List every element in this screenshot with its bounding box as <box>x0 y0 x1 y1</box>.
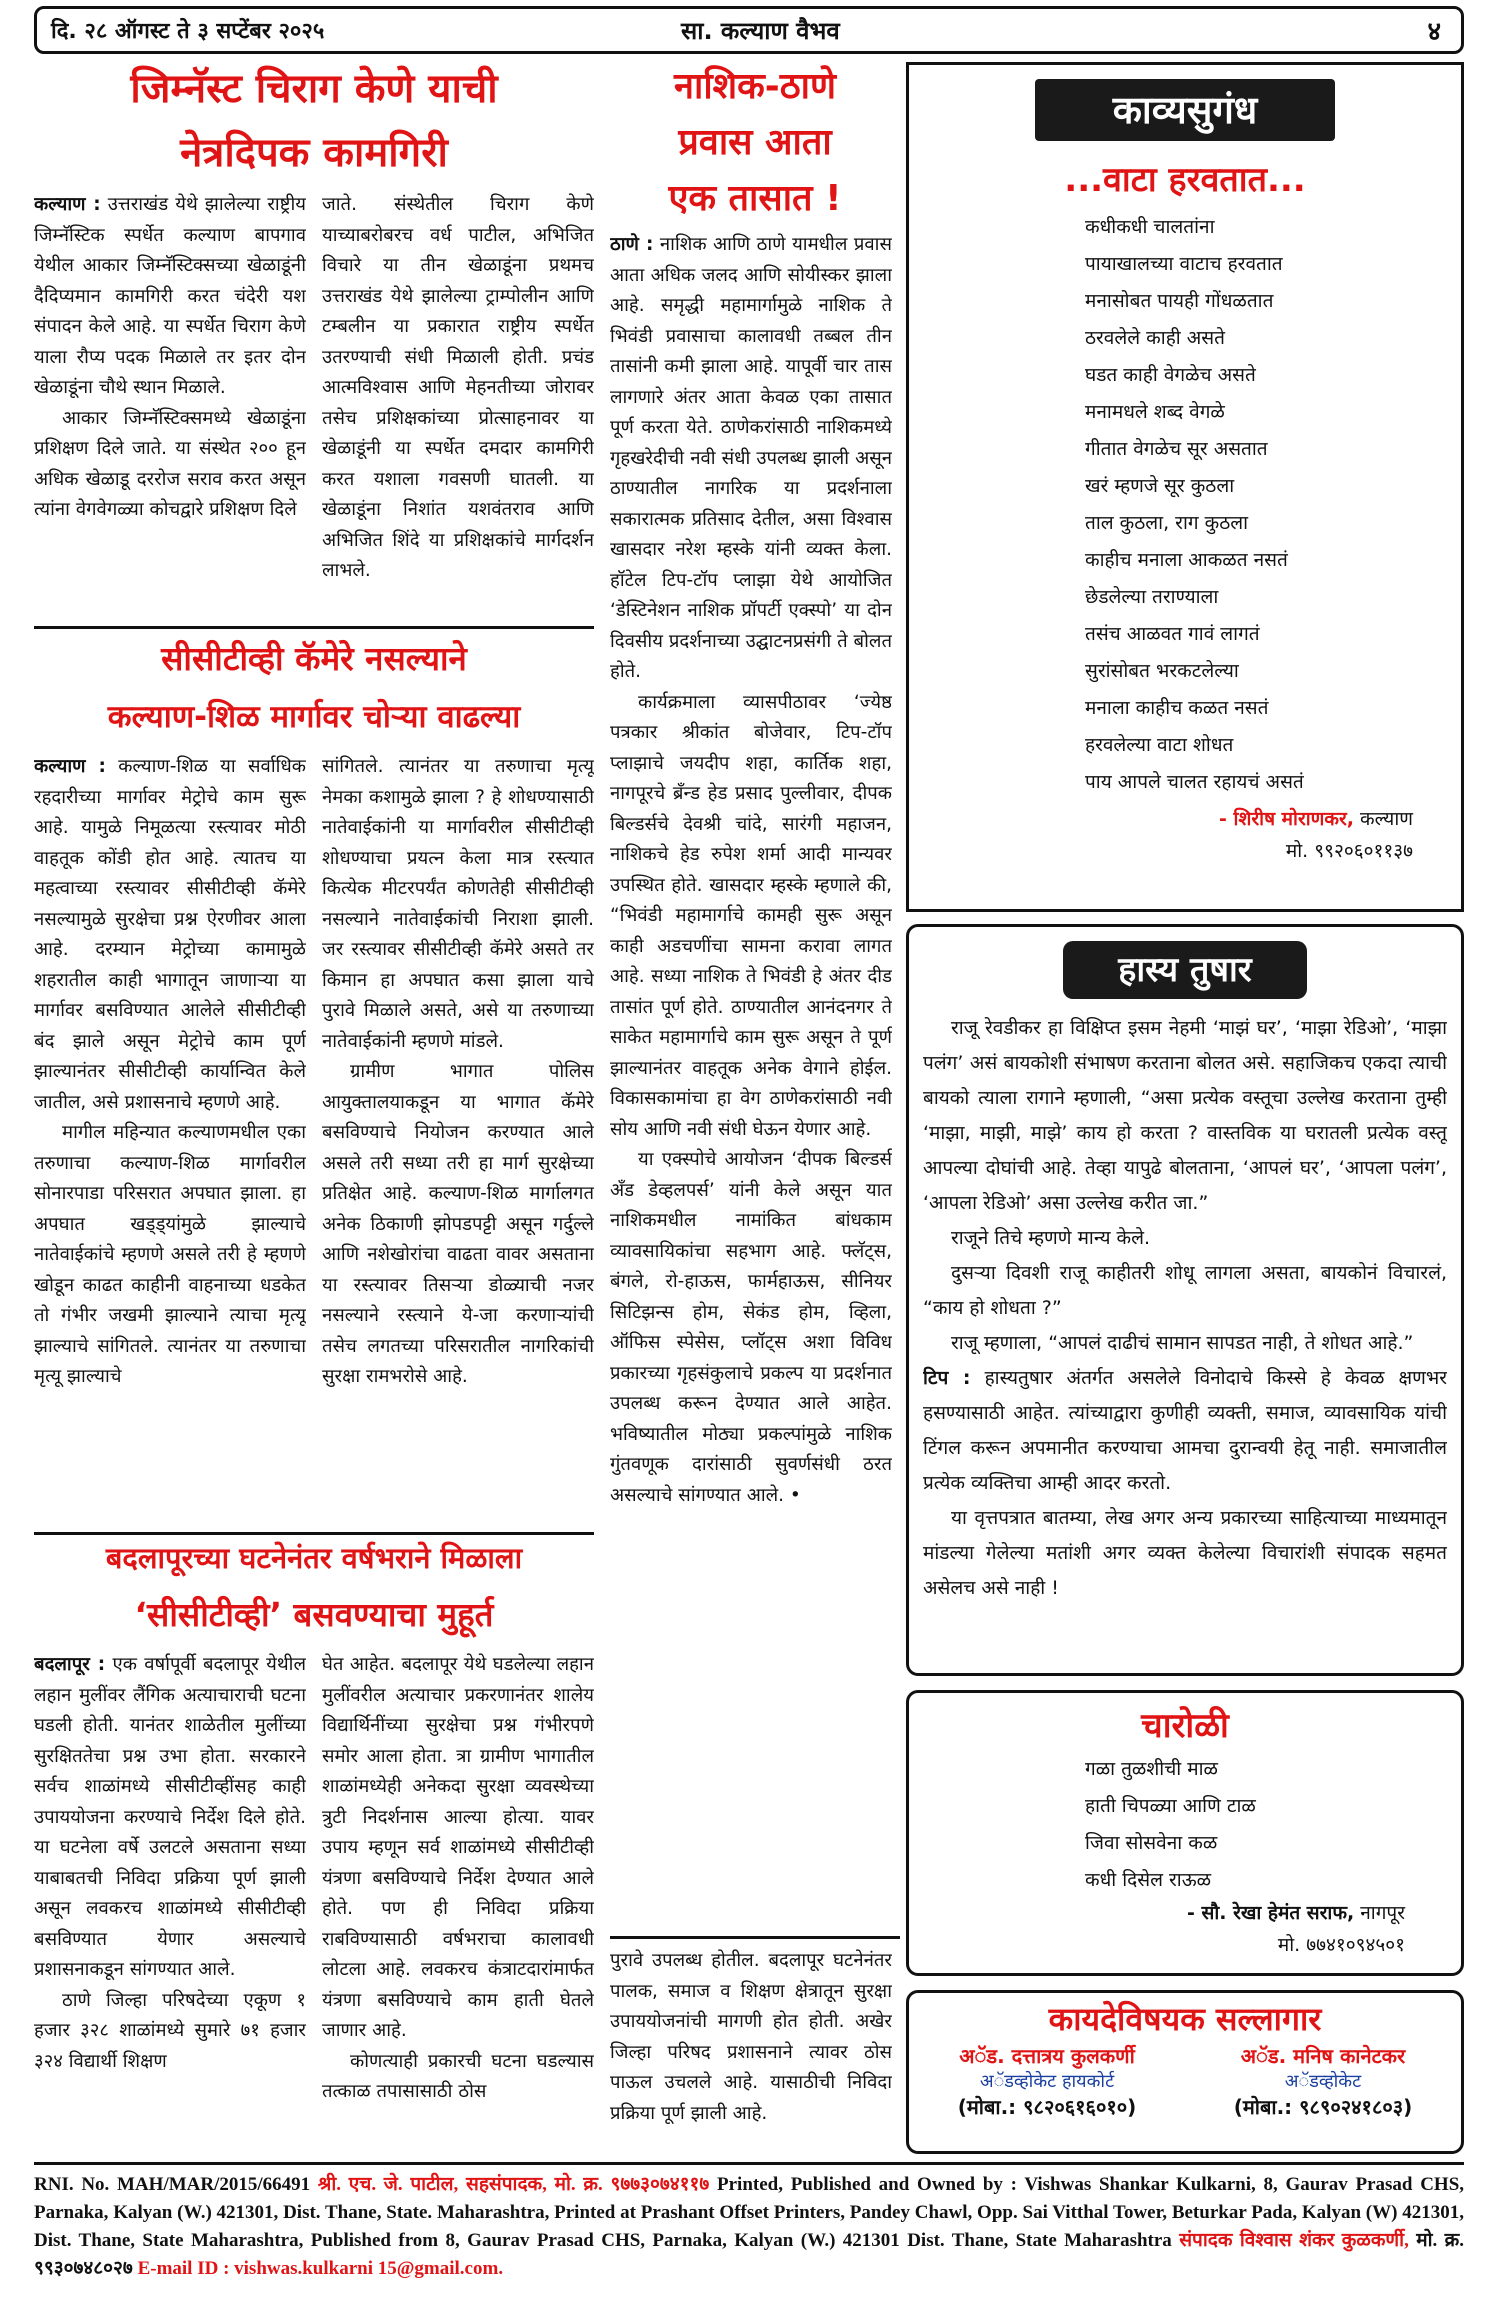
article4-title-line2: प्रवास आता <box>678 122 832 163</box>
poem-line: कधीकधी चालतांना <box>1085 216 1215 238</box>
article4-dateline: ठाणे : <box>610 234 654 255</box>
article4-title-line1: नाशिक-ठाणे <box>674 66 836 107</box>
article2-title-line2: कल्याण-शिळ मार्गावर चोऱ्या वाढल्या <box>107 699 521 735</box>
poem-line: पायाखालच्या वाटाच हरवतात <box>1085 253 1283 275</box>
article3-text-2: घेत आहेत. बदलापूर येथे घडलेल्या लहान मुलींवरील अत्याचार प्रकरणानंतर शालेय विद्यार्थिनींच्या सुरक्षेचा प्रश्न गंभीरपणे समोर आला होता. त्रा ग्रामीण भागातील शाळांमध्येही अनेकदा सुरक्षा व्यवस्थेच्या त्रुटी निदर्शनास आल्या होत्या. यावर उपाय म्हणून सर्व शाळांमध्ये सीसीटीव्ही यंत्रणा बसविण्याचे निर्देश देण्यात आले होते. पण ही निविदा प्रक्रिया राबविण्यासाठी वर्षभराचा कालावधी लोटला आहे. लवकरच कंत्राटदारांमार्फत यंत्रणा बसविण्याचे काम हाती घेतले जाणार आहे. <box>322 1654 594 2041</box>
divider <box>34 1532 594 1535</box>
poem-author <box>909 805 1461 831</box>
article1-title-line1: जिम्नॅस्ट चिराग केणे याची <box>130 66 498 112</box>
poem-lines <box>1085 209 1461 801</box>
advocate-title: अॅडव्होकेट हायकोर्ट <box>979 2071 1115 2092</box>
hasya-disclaimer: या वृत्तपत्रात बातम्या, लेख अगर अन्य प्रकारच्या साहित्याच्या माध्यमातून मांडल्या गेलेल्या मतांशी अगर व्यक्त केलेल्या विचारांशी संपादक सहमत असेलच असे नाही ! <box>923 1507 1447 1599</box>
poem-line: सुरांसोबत भरकटलेल्या <box>1085 660 1239 682</box>
hasya-para: दुसऱ्या दिवशी राजू काहीतरी शोधू लागला असता, बायकोनं विचारलं, “काय हो शोधता ?” <box>923 1262 1447 1319</box>
article3-dateline: बदलापूर : <box>34 1654 106 1675</box>
article1-col1 <box>34 190 306 620</box>
poem-line: गीतात वेगळेच सूर असतात <box>1085 438 1268 460</box>
advocate-right <box>1234 2042 1413 2120</box>
poem-author-place: कल्याण <box>1360 808 1413 830</box>
article3-text-1b: ठाणे जिल्हा परिषदेच्या एकूण १ हजार ३२८ शाळांमध्ये सुमारे ७१ हजार ३२४ विद्यार्थी शिक्षण <box>34 1989 306 2072</box>
advocate-name: अॅड. दत्तात्रय कुलकर्णी <box>959 2044 1135 2068</box>
article1-title-line2: नेत्रदिपक कामगिरी <box>180 130 448 176</box>
email: E-mail ID : vishwas.kulkarni 15@gmail.com. <box>137 2258 504 2279</box>
kavya-banner: काव्यसुगंध <box>1035 79 1335 141</box>
editor-phone: मो. क्र. ९९३०७४८०२७ <box>34 2230 1464 2279</box>
article2-text-1b: मागील महिन्यात कल्याणमधील एका तरुणाचा कल्याण-शिळ मार्गावरील सोनारपाडा परिसरात अपघात झाला. हा अपघात खड्ड्यांमुळे झाल्याचे नातेवाईकांचे म्हणणे असले तरी हे म्हणणे खोडून काढत काहीनी वाहनाच्या धडकेत तो गंभीर जखमी झाल्याने त्याचा मृत्यू झाल्याचे सांगितले. त्यानंतर या तरुणाचा मृत्यू झाल्याचे <box>34 1122 306 1387</box>
article4-text-3: या एक्स्पोचे आयोजन ‘दीपक बिल्डर्स अँड डेव्हलपर्स’ यांनी केले असून यात नाशिकमधील नामांकित बांधकाम व्यावसायिकांचा सहभाग आहे. फ्लॅट्स, बंगले, रो-हाऊस, फार्महाऊस, सीनियर सिटिझन्स होम, सेकंड होम, व्हिला, ऑफिस स्पेसेस, प्लॉट्स अशा विविध प्रकारच्या गृहसंकुलाचे प्रकल्प या प्रदर्शनात उपलब्ध करून देण्यात आले आहेत. भविष्यातील मोठ्या प्रकल्पांमुळे नाशिक गुंतवणूक दारांसाठी सुवर्णसंधी ठरत असल्याचे सांगण्यात आले. • <box>610 1149 892 1506</box>
hasya-box <box>906 924 1464 1676</box>
article2-title-line1: सीसीटीव्ही कॅमेरे नसल्याने <box>161 639 467 678</box>
article3-text-1: एक वर्षापूर्वी बदलापूर येथील लहान मुलींवर लैंगिक अत्याचाराची घटना घडली होती. यानंतर शाळेतील मुलींच्या सुरक्षिततेचा प्रश्न उभा होता. सरकारने सर्वच शाळांमध्ये सीसीटीव्हींसह काही उपाययोजना करण्याचे निर्देश दिले होते. या घटनेला वर्षे उलटले असताना सध्या याबाबतची निविदा प्रक्रिया पूर्ण झाली असून लवकरच शाळांमध्ये सीसीटीव्ही बसविण्यात येणार असल्याचे प्रशासनाकडून सांगण्यात आले. <box>34 1654 306 1980</box>
editor-name: संपादक विश्वास शंकर कुळकर्णी, <box>1179 2230 1409 2251</box>
poem-line: छेडलेल्या तराण्याला <box>1085 586 1219 608</box>
poem-phone: मो. ९९२०६०११३७ <box>1285 840 1413 862</box>
hasya-banner: हास्य तुषार <box>1063 941 1307 999</box>
poem-line: खरं म्हणजे सूर कुठला <box>1085 475 1235 497</box>
article4-text-1: नाशिक आणि ठाणे यामधील प्रवास आता अधिक जलद आणि सोयीस्कर झाला आहे. समृद्धी महामार्गामुळे नाशिक ते भिवंडी प्रवासाचा कालावधी तब्बल तीन तासांनी कमी झाला आहे. यापूर्वी चार तास लागणारे अंतर आता केवळ एका तासात पूर्ण करता येते. ठाणेकरांसाठी नाशिकमध्ये गृहखरेदीची नवी संधी उपलब्ध झाली असून ठाण्यातील नागरिक या प्रदर्शनाला सकारात्मक प्रतिसाद देतील, असा विश्वास खासदार नरेश म्हस्के यांनी व्यक्त केला. हॉटेल टिप-टॉप प्लाझा येथे आयोजित ‘डेस्टिनेशन नाशिक प्रॉपर्टी एक्स्पो’ या दोन दिवसीय प्रदर्शनाच्या उद्घाटनप्रसंगी ते बोलत होते. <box>610 234 892 682</box>
publisher-info: Printed, Published and Owned by : Vishwas Shankar Kulkarni, 8, Gaurav Prasad CHS, Parnaka, Kalyan (W.) 421301, Dist. Thane, State. Maharashtra, Printed at Prashant Offset Printers, Pandey Chawl, Opp. Sai Vitthal Tower, Beturkar Pada, Kalyan (W) 421301, Dist. Thane, State Maharashtra, Published from 8, Gaurav Prasad CHS, Parnaka, Kalyan (W.) 421301 Dist. Thane, State Maharashtra <box>34 2174 1465 2251</box>
poem-line: काहीच मनाला आकळत नसतं <box>1085 549 1288 571</box>
article2-text-2b: ग्रामीण भागात पोलिस आयुक्तालयाकडून या भागात कॅमेरे बसविण्याचे नियोजन करण्यात आले असले तरी सध्या तरी हा मार्ग सुरक्षेच्या प्रतिक्षेत आहे. कल्याण-शिळ मार्गालगत अनेक ठिकाणी झोपडपट्टी असून गर्दुल्ले आणि नशेखोरांचा वाढता वावर असताना या रस्त्यावर तिसऱ्या डोळ्याची नजर नसल्याने रस्त्याने ये-जा करणाऱ्यांची तसेच लगतच्या परिसरातील नागरिकांची सुरक्षा रामभरोसे आहे. <box>322 1061 594 1387</box>
poem-line: ठरवलेले काही असते <box>1085 327 1225 349</box>
hasya-tip-label: टिप : <box>923 1367 971 1389</box>
poem-line: ताल कुठला, राग कुठला <box>1085 512 1249 534</box>
co-editor-name: श्री. एच. जे. पाटील, <box>317 2174 459 2195</box>
poem-title: ...वाटा हरवतात... <box>1064 160 1306 200</box>
article3-col2 <box>322 1650 594 2150</box>
hasya-para: राजूने तिचे म्हणणे मान्य केले. <box>951 1227 1151 1249</box>
article3-text-3: पुरावे उपलब्ध होतील. बदलापूर घटनेनंतर पालक, समाज व शिक्षण क्षेत्रातून सुरक्षा उपाययोजनांची मागणी होत होती. अखेर जिल्हा परिषद प्रशासनाने त्यावर ठोस पाऊल उचलले आहे. यासाठीची निविदा प्रक्रिया पूर्ण झाली आहे. <box>610 1950 892 2124</box>
article2-col2 <box>322 752 594 1527</box>
article3-col1 <box>34 1650 306 2150</box>
poem-line: मनामधले शब्द वेगळे <box>1085 401 1225 423</box>
article3-col3 <box>610 1946 892 2156</box>
legal-advocates <box>909 2042 1461 2120</box>
legal-box <box>906 1990 1464 2154</box>
advocate-title: अॅडव्होकेट <box>1284 2071 1362 2092</box>
hasya-text <box>923 1011 1447 1671</box>
charoli-line: जिवा सोसवेना कळ <box>1085 1832 1218 1854</box>
poem-line: मनासोबत पायही गोंधळतात <box>1085 290 1274 312</box>
poem-line: तसंच आळवत गावं लागतं <box>1085 623 1260 645</box>
newspaper-name: सा. कल्याण वैभव <box>681 16 840 45</box>
article1-text-1b: आकार जिम्नॅस्टिक्समध्ये खेळाडूंना प्रशिक्षण दिले जाते. या संस्थेत २०० हून अधिक खेळाडू दररोज सराव करत असून त्यांना वेगवेगळ्या कोचद्वारे प्रशिक्षण दिले <box>34 407 306 520</box>
legal-banner: कायदेविषयक सल्लागार <box>1048 2000 1322 2038</box>
poem-line: हरवलेल्या वाटा शोधत <box>1085 734 1234 756</box>
poem-line: घडत काही वेगळेच असते <box>1085 364 1256 386</box>
issue-date: दि. २८ ऑगस्ट ते ३ सप्टेंबर २०२५ <box>51 19 325 44</box>
article2-text-2: सांगितले. त्यानंतर या तरुणाचा मृत्यू नेमका कशामुळे झाला ? हे शोधण्यासाठी नातेवाईकांनी या मार्गावरील सीसीटीव्ही शोधण्याचा प्रयत्न केला मात्र रस्त्यात कित्येक मीटरपर्यंत कोणतेही सीसीटीव्ही नसल्याने नातेवाईकांची निराशा झाली. जर रस्त्यावर सीसीटीव्ही कॅमेरे असते तर किमान हा अपघात कसा झाला याचे पुरावे मिळाले असते, असे या तरुणाच्या नातेवाईकांनी म्हणणे मांडले. <box>322 756 594 1052</box>
charoli-lines <box>1085 1751 1461 1899</box>
article1-col2 <box>322 190 594 620</box>
charoli-box <box>906 1690 1464 1976</box>
article3-title-line2: ‘सीसीटीव्ही’ बसवण्याचा मुहूर्त <box>134 1595 494 1634</box>
rni-number: RNI. No. MAH/MAR/2015/66491 <box>34 2174 311 2195</box>
charoli-phone: मो. ७७४१०९४५०१ <box>1277 1934 1405 1956</box>
co-editor-phone: सहसंपादक, मो. क्र. ९७७३०७४११७ <box>465 2174 710 2195</box>
charoli-author-name: - सौ. रेखा हेमंत सराफ, <box>1186 1902 1355 1924</box>
article3-text-2b: कोणत्याही प्रकारची घटना घडल्यास तत्काळ तपासासाठी ठोस <box>322 2050 594 2102</box>
advocate-name: अॅड. मनिष कानेटकर <box>1240 2044 1406 2068</box>
hasya-para: राजू म्हणाला, “आपलं दाढीचं सामान सापडत नाही, ते शोधत आहे.” <box>951 1332 1414 1354</box>
article1-text-1: उत्तराखंड येथे झालेल्या राष्ट्रीय जिम्नॅस्टिक स्पर्धेत कल्याण बापगाव येथील आकार जिम्नॅस्टिक्सच्या खेळाडूंनी दैदिप्यमान कामगिरी करत चंदेरी यश संपादन केले आहे. या स्पर्धेत चिराग केणे याला रौप्य पदक मिळाले तर इतर दोन खेळाडूंना चौथे स्थान मिळाले. <box>34 194 306 398</box>
hasya-tip: हास्यतुषार अंतर्गत असलेले विनोदाचे किस्से हे केवळ क्षणभर हसण्यासाठी आहेत. त्यांच्याद्वारा कुणीही व्यक्ती, समाज, व्यावसायिक यांची टिंगल करून अपमानीत करण्याचा आमचा दुरान्वयी हेतू नाही. समाजातील प्रत्येक व्यक्तिचा आम्ही आदर करतो. <box>923 1367 1447 1494</box>
advocate-left <box>958 2042 1137 2120</box>
hasya-para: राजू रेवडीकर हा विक्षिप्त इसम नेहमी ‘माझं घर’, ‘माझा रेडिओ’, ‘माझा पलंग’ असं बायकोशी संभाषण करताना बोलत असे. सहाजिकच एकदा त्याची बायको त्याला रागाने म्हणाली, “असा प्रत्येक वस्तूचा उल्लेख करताना तुम्ही ‘माझा, माझी, माझे’ काय हो करता ? वास्तविक या घरातली प्रत्येक वस्तू आपल्या दोघांची आहे. तेव्हा यापुढे बोलताना, ‘आपलं घर’, ‘आपला पलंग’, ‘आपला रेडिओ’ असा उल्लेख करीत जा.” <box>923 1017 1447 1214</box>
article4-text-2: कार्यक्रमाला व्यासपीठावर ‘ज्येष्ठ पत्रकार श्रीकांत बोजेवार, टिप-टॉप प्लाझाचे जयदीप शहा, कार्तिक शहा, नागपूरचे ब्रँन्ड हेड प्रसाद पुल्लीवार, दीपक बिल्डर्सचे देवश्री चांदे, सारंगी महाजन, नाशिकचे हेड रुपेश शर्मा आदी मान्यवर उपस्थित होते. खासदार म्हस्के म्हणाले की, “भिवंडी महामार्गाचे कामही सुरू असून काही अडचणींचा सामना करावा लागत आहे. सध्या नाशिक ते भिवंडी हे अंतर दीड तासांत पूर्ण होते. ठाण्यातील आनंदनगर ते साकेत महामार्गाचे काम सुरू असून ते पूर्ण झाल्यानंतर वाहतूक अनेक वेगाने होईल. विकासकामांचा हा वेग ठाणेकरांसाठी नवी सोय आणि नवी संधी घेऊन येणार आहे. <box>610 691 892 1140</box>
article4-title-line3: एक तासात ! <box>668 178 842 219</box>
divider <box>34 626 594 629</box>
charoli-line: कधी दिसेल राऊळ <box>1085 1869 1212 1891</box>
article2-text-1: कल्याण-शिळ या सर्वाधिक रहदारीच्या मार्गावर मेट्रोचे काम सुरू आहे. यामुळे निमूळत्या रस्त्यावर मोठी वाहतूक कोंडी होत आहे. त्यातच या महत्वाच्या रस्त्यावर सीसीटीव्ही कॅमेरे नसल्यामुळे सुरक्षेचा प्रश्न ऐरणीवर आला आहे. दरम्यान मेट्रोच्या कामामुळे शहरातील काही भागातून जाणाऱ्या या मार्गावर बसविण्यात आलेले सीसीटीव्ही बंद झाले असून मेट्रोचे काम पूर्ण झाल्यानंतर सीसीटीव्ही कार्यान्वित केले जातील, असे प्रशासनाचे म्हणणे आहे. <box>34 756 306 1113</box>
imprint-footer <box>34 2162 1464 2304</box>
poem-line: मनाला काहीच कळत नसतं <box>1085 697 1269 719</box>
page-header <box>34 6 1464 54</box>
poem-author-name: - शिरीष मोराणकर, <box>1219 808 1354 830</box>
article2-col1 <box>34 752 306 1527</box>
charoli-author-place: नागपूर <box>1360 1902 1405 1924</box>
page-number: ४ <box>1427 17 1441 47</box>
poem-line: पाय आपले चालत रहायचं असतं <box>1085 771 1304 793</box>
article1-text-2: जाते. संस्थेतील चिराग केणे याच्याबरोबरच वर्ध पाटील, अभिजित विचारे या तीन खेळाडूंना प्रथमच उत्तराखंड येथे झालेल्या ट्राम्पोलीन आणि टम्बलीन या प्रकारात राष्ट्रीय स्पर्धेत उतरण्याची संधी मिळाली होती. प्रचंड आत्मविश्वास आणि मेहनतीच्या जोरावर तसेच प्रशिक्षकांच्या प्रोत्साहनावर या खेळाडूंनी या स्पर्धेत दमदार कामगिरी करत यशाला गवसणी घातली. या खेळाडूंना निशांत यशवंतराव आणि अभिजित शिंदे या प्रशिक्षकांचे मार्गदर्शन लाभले. <box>322 194 594 581</box>
article1-dateline: कल्याण : <box>34 194 101 215</box>
article4-text <box>610 230 892 1930</box>
advocate-phone: (मोबा.: ९८२०६१६०१०) <box>957 2095 1137 2119</box>
kavya-box <box>906 62 1464 912</box>
charoli-line: गळा तुळशीची माळ <box>1085 1758 1218 1780</box>
charoli-author <box>909 1899 1461 1925</box>
charoli-line: हाती चिपळ्या आणि टाळ <box>1085 1795 1256 1817</box>
divider <box>610 1936 900 1939</box>
charoli-banner: चारोळी <box>1141 1706 1229 1746</box>
advocate-phone: (मोबा.: ९८९०२४१८०३) <box>1233 2095 1413 2119</box>
article3-title-line1: बदलापूरच्या घटनेनंतर वर्षभराने मिळाला <box>105 1541 523 1575</box>
article2-dateline: कल्याण : <box>34 756 106 777</box>
